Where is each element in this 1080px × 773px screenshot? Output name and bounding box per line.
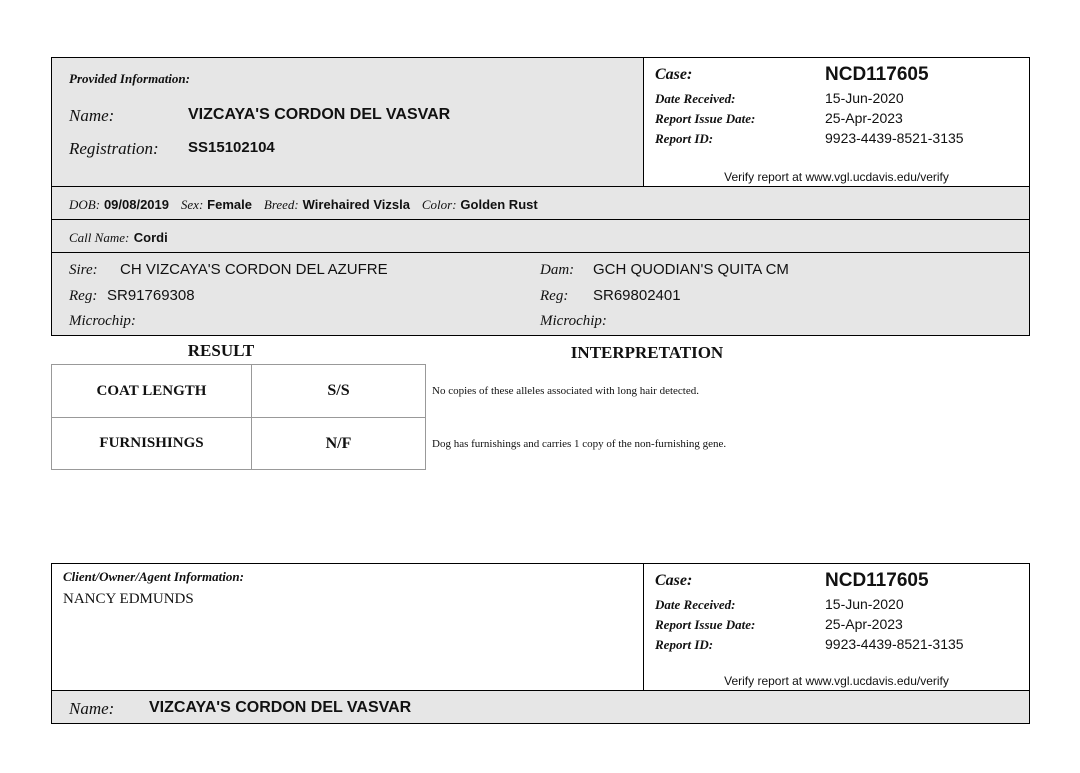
provided-information-heading: Provided Information:: [69, 71, 190, 86]
sire-reg-label: Reg:: [69, 288, 98, 304]
result-heading: RESULT: [187, 341, 255, 360]
test-name-cell: FURNISHINGS: [51, 417, 252, 470]
provided-information-panel: [51, 57, 644, 187]
sire-reg-value: SR91769308: [107, 287, 195, 304]
interpretation-text: Dog has furnishings and carries 1 copy of the non-furnishing gene.: [432, 438, 727, 450]
call-name-row: [51, 219, 1030, 253]
report-id-label: Report ID:: [655, 131, 714, 146]
breed-label: Breed:: [263, 197, 299, 212]
report-issue-date-value: 25-Apr-2023: [825, 110, 903, 126]
report-id-value: 9923-4439-8521-3135: [825, 130, 964, 146]
case-label: Case:: [655, 66, 693, 83]
dam-reg-label: Reg:: [540, 288, 569, 304]
case-panel: [643, 563, 1030, 691]
dam-microchip-label: Microchip:: [540, 313, 607, 329]
registration-number: SS15102104: [188, 139, 275, 156]
case-label: Case:: [655, 572, 693, 589]
interpretation-text: No copies of these alleles associated with long hair detected.: [432, 385, 699, 397]
client-information-heading: Client/Owner/Agent Information:: [63, 569, 244, 584]
call-name-label: Call Name:: [69, 230, 130, 245]
bottom-name-row: [51, 690, 1030, 724]
breed-value: Wirehaired Vizsla: [302, 197, 410, 212]
sire-microchip-label: Microchip:: [69, 313, 136, 329]
color-label: Color:: [421, 197, 457, 212]
date-received-label: Date Received:: [655, 597, 736, 612]
call-name-value: Cordi: [133, 230, 168, 245]
dob-value: 09/08/2019: [103, 197, 170, 212]
verify-report-link[interactable]: Verify report at www.vgl.ucdavis.edu/verify: [724, 170, 949, 184]
dam-reg-value: SR69802401: [593, 287, 681, 304]
report-issue-date-value: 25-Apr-2023: [825, 616, 903, 632]
dam-label: Dam:: [540, 262, 575, 278]
date-received-value: 15-Jun-2020: [825, 90, 904, 106]
dog-name: VIZCAYA'S CORDON DEL VASVAR: [149, 699, 412, 716]
report-id-label: Report ID:: [655, 637, 714, 652]
sire-label: Sire:: [69, 262, 98, 278]
case-number: NCD117605: [825, 64, 929, 85]
registration-label: Registration:: [69, 139, 159, 158]
date-received-value: 15-Jun-2020: [825, 596, 904, 612]
test-name-cell: COAT LENGTH: [51, 364, 252, 418]
test-result-cell: N/F: [251, 417, 426, 470]
name-label: Name:: [69, 106, 115, 125]
report-id-value: 9923-4439-8521-3135: [825, 636, 964, 652]
color-value: Golden Rust: [460, 197, 538, 212]
date-received-label: Date Received:: [655, 91, 736, 106]
dam-name: GCH QUODIAN'S QUITA CM: [593, 261, 789, 278]
dog-name: VIZCAYA'S CORDON DEL VASVAR: [188, 106, 451, 123]
sex-value: Female: [207, 197, 252, 212]
interpretation-heading: INTERPRETATION: [570, 343, 724, 362]
client-information-panel: [51, 563, 644, 691]
report-issue-date-label: Report Issue Date:: [655, 617, 756, 632]
sire-name: CH VIZCAYA'S CORDON DEL AZUFRE: [120, 261, 388, 278]
client-name: NANCY EDMUNDS: [63, 591, 194, 607]
parents-panel: [51, 252, 1030, 336]
dog-details-row: [51, 186, 1030, 220]
test-result-cell: S/S: [251, 364, 426, 418]
verify-report-link[interactable]: Verify report at www.vgl.ucdavis.edu/verify: [724, 674, 949, 688]
sex-label: Sex:: [180, 197, 204, 212]
name-label: Name:: [69, 699, 115, 718]
case-number: NCD117605: [825, 570, 929, 591]
dob-label: DOB:: [69, 197, 101, 212]
report-issue-date-label: Report Issue Date:: [655, 111, 756, 126]
case-panel: [643, 57, 1030, 187]
